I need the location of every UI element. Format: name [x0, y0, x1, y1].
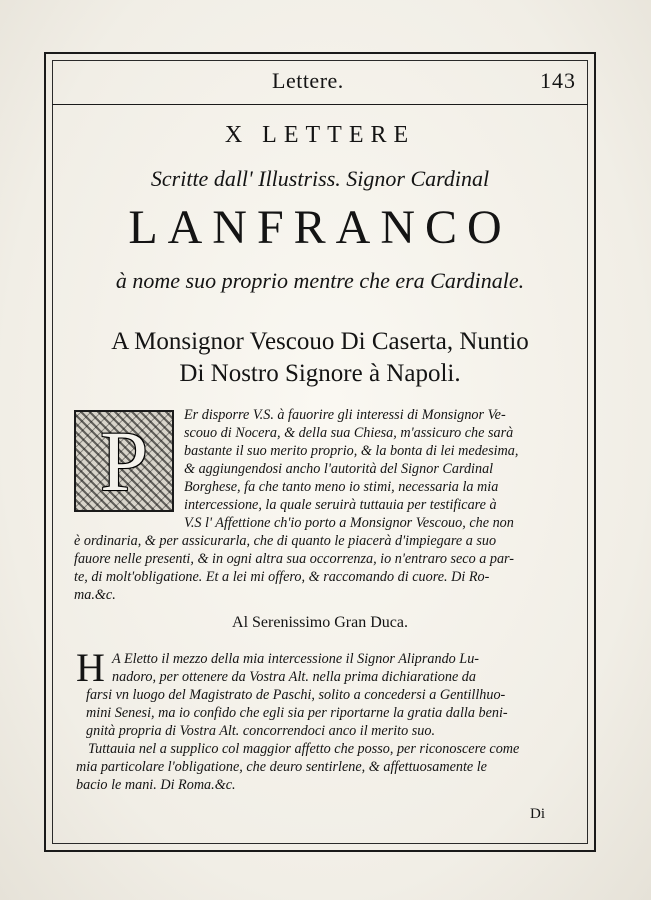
letter1-body-indented [184, 406, 518, 514]
section-subtitle: Scritte dall' Illustriss. Signor Cardinal [150, 166, 490, 191]
text-line: nadoro, per ottenere da Vostra Alt. nella prima dichiaratione da [112, 669, 476, 685]
text-line: Er disporre V.S. à fauorire gli interessi di Monsignor Ve- [184, 407, 506, 423]
author-name: LANFRANCO [128, 201, 512, 254]
section-note: à nome suo proprio mentre che era Cardinale. [115, 268, 525, 293]
text-line: scouo di Nocera, & della sua Chiesa, m'assicuro che sarà [184, 425, 514, 441]
text-line: bastante il suo merito proprio, & la bonta di lei medesima, [184, 443, 519, 459]
text-line: V.S l' Affettione ch'io porto a Monsignor Vescouo, che non [184, 515, 514, 531]
addressee-line: Di Nostro Signore à Napoli. [179, 360, 461, 387]
text-line: te, di molt'obligatione. Et a lei mi offero, & raccomando di cuore. Di Ro- [74, 569, 490, 585]
text-line: gnità propria di Vostra Alt. concorrendoci anco il merito suo. [86, 723, 436, 739]
letter2-salutation: Al Serenissimo Gran Duca. [232, 614, 408, 631]
addressee-line: A Monsignor Vescouo Di Caserta, Nuntio [111, 328, 529, 355]
running-head [52, 62, 588, 100]
header-rule [52, 104, 588, 105]
drop-cap-letter: P [100, 413, 148, 509]
decorated-drop-cap [74, 410, 174, 512]
text-line: ma.&c. [74, 587, 116, 603]
page-number: 143 [540, 68, 576, 93]
letter2-body-indented [86, 686, 508, 740]
letter1-body-full [74, 532, 514, 604]
text-line: Tuttauia nel a supplico col maggior affetto che posso, per riconoscere come [88, 741, 520, 757]
text-line: mia particolare l'obligatione, che deuro sentirlene, & affettuosamente le [76, 759, 487, 775]
running-title: Lettere. [272, 68, 344, 93]
text-line: Borghese, fa che tanto meno io stimi, necessaria la mia [184, 479, 499, 495]
letter1-addressee [52, 326, 588, 390]
text-line: mini Senesi, ma io confido che egli sia per riportarne la gratia dalla beni- [86, 705, 508, 721]
text-line: & aggiungendosi ancho l'autorità del Signor Cardinal [184, 461, 494, 477]
text-line: farsi vn luogo del Magistrato de Paschi, solito a concedersi a Gentillhuo- [86, 687, 506, 703]
text-line: bacio le mani. Di Roma.&c. [76, 777, 236, 793]
text-line: è ordinaria, & per assicurarla, che di quanto le piacerà d'impiegare a suo [74, 533, 497, 549]
letter2-body-beside-initial [112, 650, 479, 686]
letter1-body-indented-last [184, 514, 514, 532]
letter2-initial: H [76, 645, 105, 690]
section-title: X LETTERE [224, 122, 416, 148]
text-line: A Eletto il mezzo della mia intercessione il Signor Aliprando Lu- [112, 651, 480, 667]
catchword: Di [530, 806, 545, 822]
text-line: intercessione, la quale seruirà tuttauia per testificare à [184, 497, 497, 513]
letter2-body-full [76, 740, 519, 794]
text-line: fauore nelle presenti, & in ogni altra sua occorrenza, io n'entraro seco a par- [74, 551, 515, 567]
